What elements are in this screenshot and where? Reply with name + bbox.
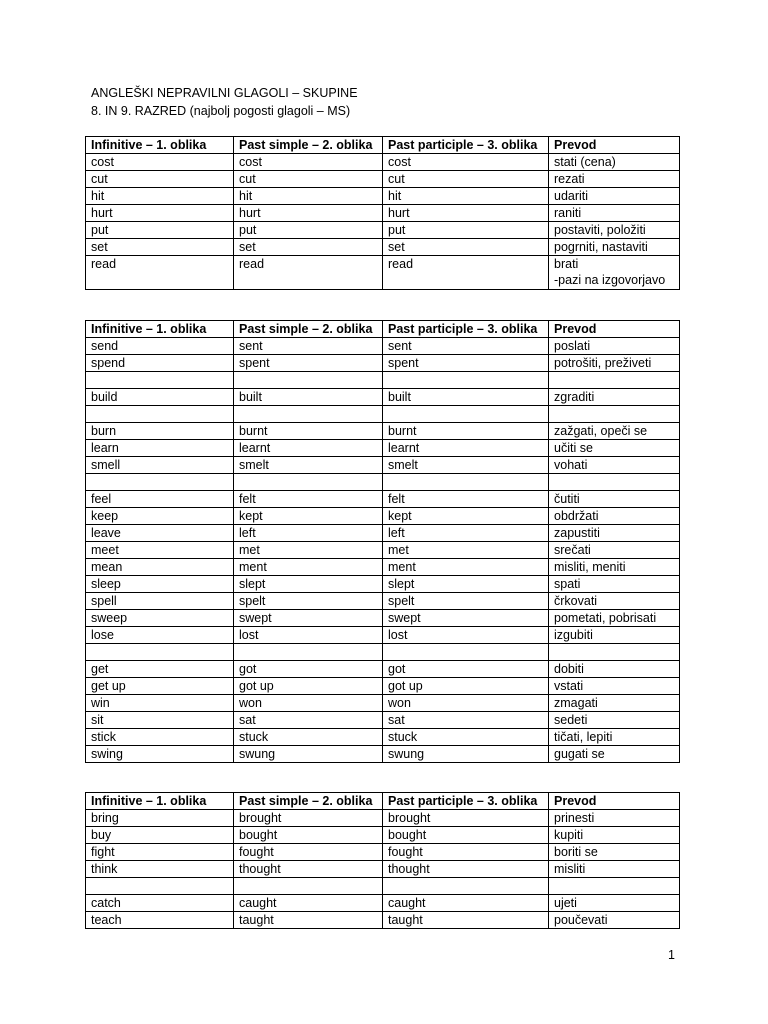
translation-cell: zmagati: [549, 695, 680, 712]
translation-cell: pometati, pobrisati: [549, 610, 680, 627]
past-simple-cell: [234, 406, 383, 423]
past-simple-cell: ment: [234, 559, 383, 576]
infinitive-cell: buy: [86, 827, 234, 844]
header-past-participle: Past participle – 3. oblika: [383, 321, 549, 338]
past-participle-cell: swept: [383, 610, 549, 627]
table-row: [86, 508, 680, 525]
translation-cell: spati: [549, 576, 680, 593]
header-translation: Prevod: [549, 793, 680, 810]
past-participle-cell: taught: [383, 912, 549, 929]
past-participle-cell: slept: [383, 576, 549, 593]
table-row: [86, 188, 680, 205]
infinitive-cell: sleep: [86, 576, 234, 593]
header-past-simple: Past simple – 2. oblika: [234, 321, 383, 338]
infinitive-cell: put: [86, 222, 234, 239]
page-number: 1: [668, 948, 675, 962]
infinitive-cell: leave: [86, 525, 234, 542]
past-simple-cell: got: [234, 661, 383, 678]
past-simple-cell: left: [234, 525, 383, 542]
past-participle-cell: sent: [383, 338, 549, 355]
infinitive-cell: get: [86, 661, 234, 678]
document-subtitle: 8. IN 9. RAZRED (najbolj pogosti glagoli – MS): [91, 104, 351, 118]
spacer-row: [86, 406, 680, 423]
infinitive-cell: sweep: [86, 610, 234, 627]
infinitive-cell: swing: [86, 746, 234, 763]
header-infinitive: Infinitive – 1. oblika: [86, 793, 234, 810]
translation-cell: pogrniti, nastaviti: [549, 239, 680, 256]
past-simple-cell: hit: [234, 188, 383, 205]
table-row: [86, 542, 680, 559]
table-row: [86, 256, 680, 290]
table-header-row: [86, 793, 680, 810]
past-participle-cell: ment: [383, 559, 549, 576]
infinitive-cell: meet: [86, 542, 234, 559]
header-past-participle: Past participle – 3. oblika: [383, 137, 549, 154]
past-participle-cell: lost: [383, 627, 549, 644]
past-simple-cell: fought: [234, 844, 383, 861]
translation-cell: raniti: [549, 205, 680, 222]
past-simple-cell: met: [234, 542, 383, 559]
table-row: [86, 844, 680, 861]
spacer-row: [86, 878, 680, 895]
table-row: [86, 154, 680, 171]
translation-cell: vohati: [549, 457, 680, 474]
table-header-row: [86, 321, 680, 338]
past-participle-cell: brought: [383, 810, 549, 827]
infinitive-cell: spell: [86, 593, 234, 610]
infinitive-cell: stick: [86, 729, 234, 746]
translation-cell: misliti, meniti: [549, 559, 680, 576]
table-row: [86, 610, 680, 627]
past-participle-cell: [383, 644, 549, 661]
translation-cell: misliti: [549, 861, 680, 878]
past-participle-cell: stuck: [383, 729, 549, 746]
verb-table-3: [85, 792, 680, 929]
infinitive-cell: win: [86, 695, 234, 712]
translation-cell: učiti se: [549, 440, 680, 457]
table-row: [86, 491, 680, 508]
translation-cell: [549, 644, 680, 661]
infinitive-cell: feel: [86, 491, 234, 508]
document-title: ANGLEŠKI NEPRAVILNI GLAGOLI – SKUPINE: [91, 86, 358, 100]
header-past-simple: Past simple – 2. oblika: [234, 137, 383, 154]
translation-cell: tičati, lepiti: [549, 729, 680, 746]
past-participle-cell: learnt: [383, 440, 549, 457]
past-participle-cell: cut: [383, 171, 549, 188]
past-simple-cell: stuck: [234, 729, 383, 746]
past-participle-cell: built: [383, 389, 549, 406]
translation-cell: rezati: [549, 171, 680, 188]
past-participle-cell: felt: [383, 491, 549, 508]
infinitive-cell: get up: [86, 678, 234, 695]
table-row: [86, 576, 680, 593]
past-participle-cell: thought: [383, 861, 549, 878]
table-row: [86, 627, 680, 644]
infinitive-cell: keep: [86, 508, 234, 525]
table-row: [86, 338, 680, 355]
translation-cell: sedeti: [549, 712, 680, 729]
past-participle-cell: spelt: [383, 593, 549, 610]
header-translation: Prevod: [549, 321, 680, 338]
past-simple-cell: swept: [234, 610, 383, 627]
translation-cell: stati (cena): [549, 154, 680, 171]
infinitive-cell: [86, 474, 234, 491]
table-row: [86, 525, 680, 542]
past-simple-cell: won: [234, 695, 383, 712]
spacer-row: [86, 644, 680, 661]
infinitive-cell: burn: [86, 423, 234, 440]
past-participle-cell: swung: [383, 746, 549, 763]
past-participle-cell: [383, 474, 549, 491]
past-participle-cell: hit: [383, 188, 549, 205]
table-row: [86, 205, 680, 222]
past-participle-cell: [383, 372, 549, 389]
header-past-participle: Past participle – 3. oblika: [383, 793, 549, 810]
table-header-row: [86, 137, 680, 154]
infinitive-cell: send: [86, 338, 234, 355]
translation-cell: srečati: [549, 542, 680, 559]
infinitive-cell: learn: [86, 440, 234, 457]
infinitive-cell: [86, 406, 234, 423]
table-row: [86, 729, 680, 746]
past-participle-cell: [383, 878, 549, 895]
past-participle-cell: hurt: [383, 205, 549, 222]
past-simple-cell: sat: [234, 712, 383, 729]
table-row: [86, 695, 680, 712]
infinitive-cell: mean: [86, 559, 234, 576]
past-participle-cell: [383, 406, 549, 423]
table-row: [86, 457, 680, 474]
infinitive-cell: hit: [86, 188, 234, 205]
past-simple-cell: kept: [234, 508, 383, 525]
past-participle-cell: put: [383, 222, 549, 239]
past-participle-cell: smelt: [383, 457, 549, 474]
past-participle-cell: got up: [383, 678, 549, 695]
table-row: [86, 440, 680, 457]
translation-cell: dobiti: [549, 661, 680, 678]
translation-cell: [549, 372, 680, 389]
translation-cell: postaviti, položiti: [549, 222, 680, 239]
past-simple-cell: [234, 372, 383, 389]
verb-table-1: [85, 136, 680, 290]
translation-cell: poučevati: [549, 912, 680, 929]
translation-cell: udariti: [549, 188, 680, 205]
past-simple-cell: felt: [234, 491, 383, 508]
past-simple-cell: learnt: [234, 440, 383, 457]
table-row: [86, 712, 680, 729]
translation-cell: poslati: [549, 338, 680, 355]
table-row: [86, 912, 680, 929]
past-participle-cell: kept: [383, 508, 549, 525]
table-row: [86, 389, 680, 406]
past-simple-cell: cost: [234, 154, 383, 171]
infinitive-cell: build: [86, 389, 234, 406]
past-simple-cell: read: [234, 256, 383, 290]
past-participle-cell: bought: [383, 827, 549, 844]
table-row: [86, 895, 680, 912]
header-infinitive: Infinitive – 1. oblika: [86, 321, 234, 338]
spacer-row: [86, 474, 680, 491]
past-simple-cell: set: [234, 239, 383, 256]
table-row: [86, 239, 680, 256]
translation-cell: kupiti: [549, 827, 680, 844]
past-simple-cell: taught: [234, 912, 383, 929]
past-simple-cell: brought: [234, 810, 383, 827]
spacer-row: [86, 372, 680, 389]
past-participle-cell: cost: [383, 154, 549, 171]
header-infinitive: Infinitive – 1. oblika: [86, 137, 234, 154]
past-simple-cell: spent: [234, 355, 383, 372]
translation-cell: zapustiti: [549, 525, 680, 542]
past-simple-cell: [234, 878, 383, 895]
table-row: [86, 861, 680, 878]
past-simple-cell: caught: [234, 895, 383, 912]
table-row: [86, 593, 680, 610]
table-row: [86, 827, 680, 844]
infinitive-cell: set: [86, 239, 234, 256]
past-simple-cell: got up: [234, 678, 383, 695]
past-simple-cell: sent: [234, 338, 383, 355]
past-simple-cell: burnt: [234, 423, 383, 440]
infinitive-cell: [86, 372, 234, 389]
past-participle-cell: spent: [383, 355, 549, 372]
infinitive-cell: [86, 878, 234, 895]
past-simple-cell: built: [234, 389, 383, 406]
past-simple-cell: hurt: [234, 205, 383, 222]
past-simple-cell: slept: [234, 576, 383, 593]
table-row: [86, 746, 680, 763]
infinitive-cell: think: [86, 861, 234, 878]
infinitive-cell: [86, 644, 234, 661]
table-row: [86, 661, 680, 678]
translation-cell: zažgati, opeči se: [549, 423, 680, 440]
translation-cell: potrošiti, preživeti: [549, 355, 680, 372]
translation-cell: čutiti: [549, 491, 680, 508]
table-row: [86, 171, 680, 188]
translation-cell: obdržati: [549, 508, 680, 525]
past-simple-cell: [234, 644, 383, 661]
past-participle-cell: fought: [383, 844, 549, 861]
translation-cell: vstati: [549, 678, 680, 695]
past-participle-cell: left: [383, 525, 549, 542]
past-simple-cell: [234, 474, 383, 491]
past-participle-cell: read: [383, 256, 549, 290]
infinitive-cell: sit: [86, 712, 234, 729]
past-simple-cell: thought: [234, 861, 383, 878]
translation-cell: prinesti: [549, 810, 680, 827]
table-row: [86, 423, 680, 440]
infinitive-cell: catch: [86, 895, 234, 912]
infinitive-cell: spend: [86, 355, 234, 372]
translation-cell: gugati se: [549, 746, 680, 763]
past-participle-cell: set: [383, 239, 549, 256]
infinitive-cell: teach: [86, 912, 234, 929]
infinitive-cell: fight: [86, 844, 234, 861]
infinitive-cell: read: [86, 256, 234, 290]
past-participle-cell: met: [383, 542, 549, 559]
past-simple-cell: smelt: [234, 457, 383, 474]
past-simple-cell: cut: [234, 171, 383, 188]
past-simple-cell: lost: [234, 627, 383, 644]
translation-cell: brati -pazi na izgovorjavo: [549, 256, 680, 290]
translation-cell: boriti se: [549, 844, 680, 861]
past-participle-cell: sat: [383, 712, 549, 729]
header-past-simple: Past simple – 2. oblika: [234, 793, 383, 810]
translation-cell: [549, 406, 680, 423]
infinitive-cell: bring: [86, 810, 234, 827]
past-participle-cell: caught: [383, 895, 549, 912]
past-simple-cell: bought: [234, 827, 383, 844]
past-simple-cell: swung: [234, 746, 383, 763]
infinitive-cell: cut: [86, 171, 234, 188]
translation-cell: [549, 878, 680, 895]
translation-cell: [549, 474, 680, 491]
infinitive-cell: smell: [86, 457, 234, 474]
past-participle-cell: burnt: [383, 423, 549, 440]
verb-table-2: [85, 320, 680, 763]
translation-cell: izgubiti: [549, 627, 680, 644]
header-translation: Prevod: [549, 137, 680, 154]
translation-cell: črkovati: [549, 593, 680, 610]
infinitive-cell: cost: [86, 154, 234, 171]
past-participle-cell: got: [383, 661, 549, 678]
table-row: [86, 678, 680, 695]
table-row: [86, 222, 680, 239]
infinitive-cell: lose: [86, 627, 234, 644]
table-row: [86, 355, 680, 372]
table-row: [86, 559, 680, 576]
infinitive-cell: hurt: [86, 205, 234, 222]
past-simple-cell: put: [234, 222, 383, 239]
table-row: [86, 810, 680, 827]
past-participle-cell: won: [383, 695, 549, 712]
translation-cell: zgraditi: [549, 389, 680, 406]
translation-cell: ujeti: [549, 895, 680, 912]
past-simple-cell: spelt: [234, 593, 383, 610]
